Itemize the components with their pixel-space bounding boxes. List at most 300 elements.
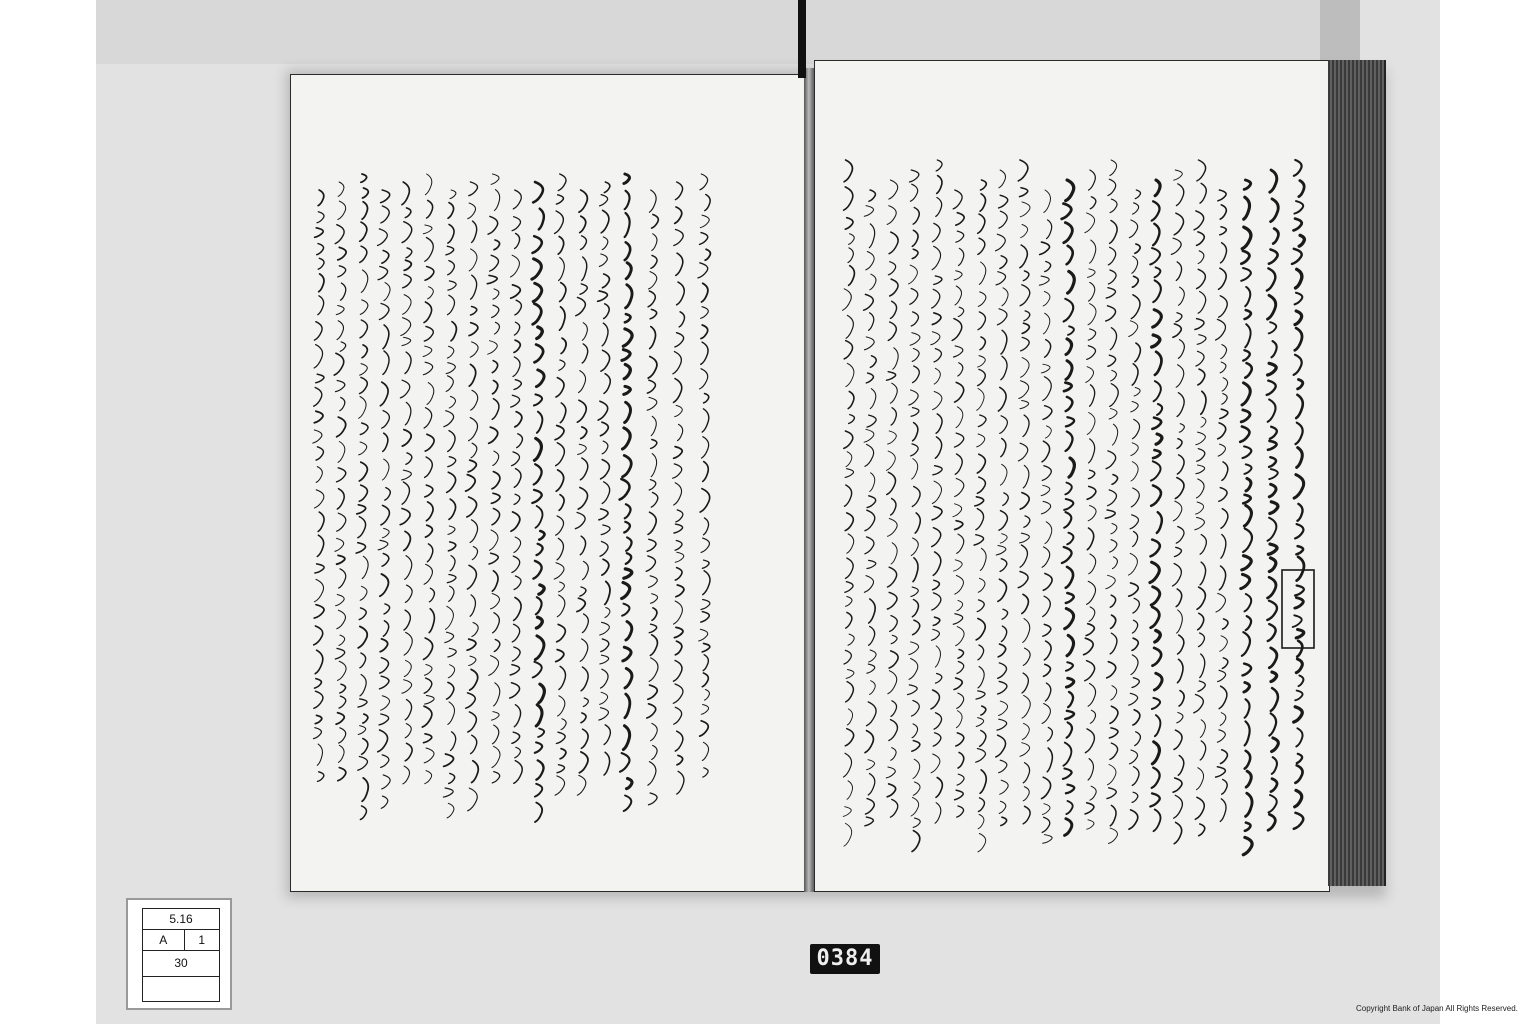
script-stroke (536, 597, 542, 614)
script-stroke (980, 194, 985, 211)
script-stroke (318, 258, 324, 269)
script-stroke (448, 224, 454, 243)
script-stroke (935, 646, 940, 667)
script-stroke (936, 160, 942, 171)
script-stroke (1019, 381, 1029, 399)
script-stroke (1066, 397, 1073, 411)
script-stroke (495, 322, 500, 334)
script-stroke (1242, 383, 1250, 405)
script-stroke (1047, 748, 1052, 772)
script-stroke (314, 691, 323, 708)
script-stroke (514, 537, 521, 553)
script-stroke (1018, 443, 1027, 461)
script-stroke (1269, 648, 1277, 668)
script-stroke (559, 360, 565, 370)
script-stroke (1135, 244, 1140, 253)
script-stroke (601, 525, 610, 535)
script-stroke (402, 470, 412, 480)
script-stroke (1106, 575, 1116, 589)
script-stroke (625, 191, 630, 210)
script-stroke (1155, 715, 1161, 736)
script-stroke (704, 394, 709, 403)
script-stroke (1066, 361, 1072, 380)
script-stroke (623, 455, 632, 476)
script-stroke (648, 291, 655, 307)
script-stroke (1001, 817, 1007, 825)
script-stroke (1132, 678, 1139, 688)
script-stroke (677, 282, 685, 305)
script-stroke (1135, 190, 1140, 199)
script-stroke (1068, 692, 1073, 707)
script-stroke (577, 775, 586, 795)
script-stroke (1066, 785, 1074, 794)
script-stroke (1087, 346, 1096, 360)
script-stroke (887, 372, 896, 381)
script-stroke (673, 464, 682, 478)
script-stroke (1219, 296, 1228, 317)
script-stroke (1021, 225, 1028, 238)
script-stroke (699, 629, 708, 641)
script-stroke (1043, 574, 1052, 591)
script-stroke (865, 731, 873, 753)
script-stroke (359, 442, 367, 455)
script-stroke (490, 255, 499, 271)
script-stroke (336, 306, 344, 315)
script-stroke (1223, 619, 1229, 629)
script-stroke (1086, 367, 1094, 383)
script-stroke (1045, 262, 1051, 272)
script-stroke (1063, 743, 1071, 766)
script-stroke (675, 568, 682, 581)
script-stroke (533, 304, 542, 325)
script-stroke (999, 801, 1006, 813)
script-stroke (581, 236, 587, 250)
script-stroke (402, 680, 412, 694)
script-stroke (555, 776, 565, 795)
script-stroke (360, 222, 367, 241)
script-stroke (652, 234, 657, 251)
script-stroke (1132, 767, 1139, 786)
script-stroke (425, 238, 433, 262)
script-stroke (314, 728, 322, 739)
script-stroke (1066, 593, 1074, 603)
script-stroke (1179, 691, 1184, 706)
script-stroke (1152, 742, 1159, 764)
script-stroke (652, 608, 657, 621)
script-stroke (533, 283, 542, 301)
script-stroke (1131, 295, 1140, 319)
script-stroke (703, 571, 710, 595)
script-stroke (1023, 465, 1029, 488)
script-stroke (1221, 535, 1226, 559)
script-stroke (1022, 723, 1029, 739)
script-stroke (650, 327, 656, 349)
script-stroke (1089, 439, 1095, 463)
script-stroke (958, 650, 964, 659)
script-stroke (869, 190, 876, 201)
script-stroke (1268, 544, 1277, 554)
script-stroke (1217, 730, 1225, 742)
script-stroke (1064, 383, 1072, 392)
script-stroke (493, 725, 499, 744)
script-stroke (556, 470, 563, 491)
script-stroke (340, 397, 345, 410)
script-stroke (401, 318, 411, 336)
script-stroke (1023, 787, 1029, 801)
script-stroke (1173, 501, 1182, 521)
script-stroke (978, 214, 985, 233)
script-stroke (887, 206, 896, 225)
script-stroke (514, 705, 520, 727)
script-stroke (424, 638, 433, 659)
catalog-label-row1: 5.16 (143, 909, 220, 930)
script-stroke (1150, 562, 1159, 582)
script-stroke (957, 662, 964, 674)
script-stroke (977, 600, 984, 612)
script-stroke (427, 383, 434, 405)
script-stroke (1152, 418, 1161, 429)
script-stroke (622, 583, 630, 599)
script-stroke (335, 538, 344, 551)
script-stroke (913, 558, 918, 582)
script-stroke (849, 415, 855, 424)
script-stroke (1198, 681, 1205, 691)
script-stroke (599, 708, 609, 720)
script-stroke (1296, 659, 1302, 673)
script-stroke (1153, 280, 1161, 302)
script-stroke (532, 259, 541, 279)
script-stroke (1176, 365, 1184, 388)
script-stroke (600, 542, 608, 557)
script-stroke (1155, 180, 1160, 196)
script-stroke (620, 479, 630, 500)
script-stroke (1044, 190, 1051, 213)
script-stroke (1173, 564, 1182, 587)
script-stroke (533, 236, 542, 253)
script-stroke (911, 408, 919, 417)
script-stroke (1294, 707, 1303, 722)
script-stroke (561, 338, 566, 353)
script-stroke (444, 411, 454, 427)
script-stroke (1107, 662, 1116, 678)
script-stroke (362, 556, 368, 578)
script-stroke (560, 403, 566, 423)
script-stroke (318, 296, 324, 315)
script-stroke (1107, 765, 1116, 785)
script-stroke (1065, 609, 1074, 629)
script-stroke (380, 574, 389, 596)
script-stroke (996, 272, 1005, 285)
script-stroke (976, 749, 986, 763)
script-stroke (977, 477, 985, 493)
script-stroke (844, 823, 852, 846)
script-stroke (1085, 803, 1094, 814)
script-stroke (513, 190, 521, 209)
script-stroke (1246, 793, 1252, 816)
script-stroke (491, 594, 500, 609)
script-stroke (513, 647, 521, 661)
script-stroke (339, 696, 346, 708)
script-stroke (1198, 251, 1204, 264)
script-stroke (446, 246, 454, 255)
script-stroke (912, 831, 920, 852)
script-stroke (676, 510, 683, 522)
script-stroke (956, 627, 964, 646)
script-stroke (512, 452, 520, 466)
script-stroke (675, 405, 683, 416)
script-stroke (1066, 432, 1073, 452)
script-stroke (557, 765, 564, 773)
script-stroke (976, 718, 983, 727)
script-stroke (974, 535, 983, 545)
script-stroke (623, 726, 629, 750)
script-stroke (1271, 688, 1278, 711)
script-stroke (889, 180, 898, 199)
script-stroke (956, 213, 964, 226)
script-stroke (1131, 488, 1139, 507)
script-stroke (1129, 810, 1138, 829)
script-stroke (602, 482, 609, 504)
script-stroke (447, 472, 456, 492)
script-stroke (1020, 245, 1027, 268)
script-stroke (469, 364, 475, 386)
script-stroke (1271, 779, 1277, 792)
script-stroke (1194, 211, 1204, 230)
script-stroke (1297, 754, 1302, 763)
script-stroke (600, 655, 609, 664)
script-stroke (426, 502, 433, 521)
script-stroke (334, 353, 344, 375)
script-stroke (603, 274, 610, 288)
script-stroke (843, 289, 852, 311)
script-stroke (999, 511, 1007, 531)
script-stroke (582, 344, 588, 363)
script-stroke (933, 466, 942, 475)
script-stroke (1174, 170, 1183, 180)
script-stroke (337, 489, 344, 509)
script-stroke (1020, 545, 1027, 567)
script-stroke (1045, 340, 1051, 358)
script-stroke (844, 187, 853, 210)
script-stroke (448, 281, 456, 290)
script-stroke (1155, 352, 1162, 375)
script-stroke (533, 561, 541, 579)
script-stroke (559, 582, 565, 592)
script-stroke (1197, 269, 1206, 288)
script-stroke (913, 818, 920, 827)
script-stroke (979, 262, 986, 284)
script-stroke (537, 412, 543, 433)
script-stroke (997, 719, 1007, 730)
script-stroke (604, 725, 610, 745)
script-stroke (978, 238, 985, 254)
script-stroke (1268, 295, 1276, 319)
script-stroke (1023, 619, 1030, 643)
script-stroke (1132, 638, 1138, 650)
script-stroke (468, 788, 478, 811)
script-stroke (581, 729, 588, 748)
script-stroke (1108, 247, 1115, 265)
script-stroke (650, 309, 656, 318)
script-stroke (1216, 593, 1225, 612)
script-stroke (1200, 741, 1206, 760)
script-stroke (1000, 416, 1008, 434)
script-stroke (978, 667, 984, 688)
script-stroke (675, 541, 682, 551)
script-stroke (1044, 641, 1051, 660)
script-stroke (890, 279, 898, 296)
script-stroke (467, 497, 477, 517)
script-stroke (910, 333, 920, 346)
script-stroke (700, 721, 709, 736)
script-stroke (1201, 391, 1206, 414)
script-stroke (360, 246, 367, 262)
script-stroke (845, 218, 853, 230)
script-stroke (844, 160, 852, 182)
script-stroke (450, 190, 456, 199)
script-stroke (866, 799, 875, 815)
script-stroke (470, 342, 478, 357)
script-stroke (1062, 547, 1072, 563)
script-stroke (356, 543, 365, 553)
script-stroke (998, 663, 1007, 678)
script-stroke (1067, 246, 1073, 264)
script-stroke (362, 202, 367, 219)
script-stroke (955, 521, 963, 530)
script-stroke (1069, 458, 1074, 477)
script-stroke (1245, 594, 1252, 611)
script-stroke (701, 342, 708, 364)
script-stroke (649, 658, 658, 682)
script-stroke (910, 184, 917, 201)
script-stroke (845, 469, 853, 478)
script-stroke (626, 537, 632, 550)
script-stroke (559, 666, 566, 689)
script-stroke (604, 304, 610, 319)
script-stroke (1154, 809, 1161, 831)
script-stroke (1199, 824, 1205, 836)
script-stroke (1295, 293, 1303, 305)
script-stroke (539, 585, 544, 594)
script-stroke (1108, 355, 1116, 366)
script-stroke (978, 312, 985, 330)
script-stroke (1108, 490, 1117, 506)
script-stroke (1173, 778, 1182, 792)
script-stroke (1002, 288, 1008, 306)
script-stroke (602, 323, 608, 346)
script-stroke (1086, 624, 1094, 636)
script-stroke (315, 228, 324, 238)
script-stroke (958, 752, 964, 768)
script-stroke (336, 713, 344, 725)
script-stroke (845, 582, 853, 593)
script-stroke (1110, 706, 1118, 723)
script-stroke (1245, 721, 1250, 745)
script-stroke (870, 274, 876, 290)
script-stroke (510, 665, 519, 675)
script-stroke (1152, 201, 1160, 220)
script-stroke (846, 558, 854, 578)
script-stroke (489, 530, 498, 550)
script-stroke (1000, 780, 1008, 794)
script-stroke (580, 216, 586, 232)
script-stroke (471, 735, 477, 753)
script-stroke (598, 401, 608, 420)
script-stroke (379, 304, 389, 320)
script-stroke (1135, 732, 1141, 746)
script-stroke (335, 225, 344, 244)
script-stroke (1295, 311, 1302, 325)
script-stroke (579, 190, 587, 212)
script-stroke (1001, 439, 1006, 457)
script-stroke (471, 390, 478, 410)
script-stroke (624, 386, 631, 394)
script-stroke (957, 600, 963, 610)
script-stroke (864, 429, 874, 442)
script-stroke (1045, 522, 1052, 544)
script-stroke (489, 553, 498, 564)
script-stroke (448, 457, 456, 467)
script-stroke (996, 546, 1006, 556)
script-stroke (867, 496, 876, 508)
script-stroke (426, 525, 433, 537)
script-stroke (865, 817, 873, 826)
script-stroke (384, 283, 390, 301)
script-stroke (1299, 235, 1304, 246)
script-stroke (1155, 631, 1161, 643)
script-stroke (891, 301, 897, 318)
script-stroke (1218, 444, 1225, 456)
script-stroke (448, 648, 456, 657)
script-stroke (536, 705, 542, 726)
script-stroke (1000, 256, 1007, 269)
script-stroke (1111, 524, 1117, 534)
script-stroke (1041, 485, 1050, 495)
script-stroke (1241, 268, 1251, 281)
script-stroke (651, 723, 658, 740)
script-stroke (1085, 661, 1095, 681)
script-stroke (1220, 799, 1226, 822)
script-stroke (1000, 464, 1007, 485)
script-stroke (932, 506, 942, 519)
script-stroke (385, 488, 391, 501)
script-stroke (1155, 267, 1161, 277)
script-stroke (1150, 248, 1160, 264)
script-stroke (1043, 596, 1051, 616)
script-stroke (700, 174, 708, 190)
script-stroke (846, 682, 854, 702)
script-stroke (1018, 160, 1028, 181)
script-stroke (1178, 340, 1184, 359)
script-stroke (470, 520, 477, 543)
script-stroke (514, 598, 522, 621)
script-stroke (1020, 188, 1028, 197)
script-stroke (1090, 240, 1096, 263)
script-stroke (534, 438, 541, 460)
script-stroke (978, 292, 986, 307)
script-stroke (1200, 562, 1206, 585)
script-stroke (577, 400, 586, 422)
script-stroke (539, 684, 545, 703)
script-stroke (318, 772, 324, 782)
script-stroke (581, 713, 586, 723)
script-stroke (1296, 423, 1303, 444)
script-stroke (514, 494, 520, 504)
script-stroke (673, 352, 681, 374)
script-stroke (493, 451, 499, 465)
script-stroke (864, 337, 874, 350)
script-stroke (996, 234, 1006, 251)
